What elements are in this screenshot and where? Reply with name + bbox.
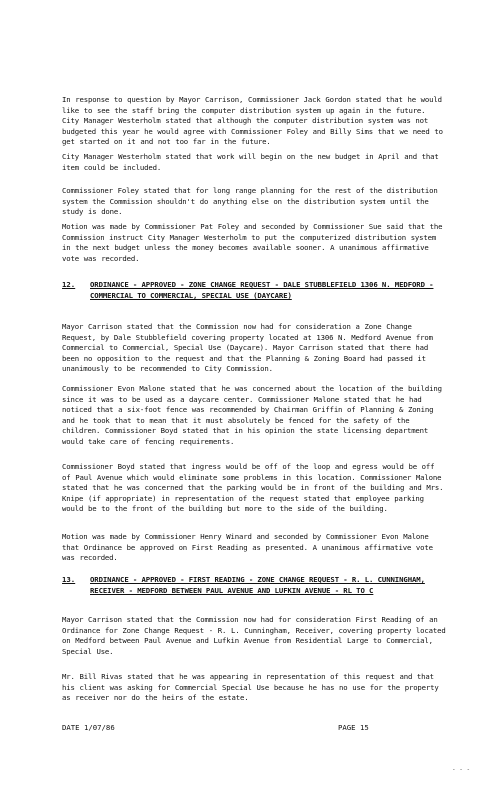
paragraph: Mayor Carrison stated that the Commission now had for consideration First Reading of an Ordinance for Zone Change Request - R. L. Cunningham, Receiver, covering property located on Medford between Paul Avenue and Lufkin Avenue from Residential Large to Commercial, Special Use. [62, 615, 446, 656]
section-number: 12. [62, 280, 76, 289]
paragraph: Commissioner Foley stated that for long range planning for the rest of the distribution system the Commission shouldn't do anything else on the distribution system until the study is done. [62, 186, 438, 217]
paragraph: In response to question by Mayor Carrison, Commissioner Jack Gordon stated that he would like to see the staff bring the computer distribution system up again in the future. City Manager Westerholm stated that although the computer distribution system was not budgeted this year he would agree with Commissioner Foley and Billy Sims that we need to get started on it and not too far in the future. [62, 95, 443, 147]
footer-page-number: PAGE 15 [338, 723, 369, 732]
paragraph: Commissioner Boyd stated that ingress would be off of the loop and egress would be off of Paul Avenue which would eliminate some problems in this location. Commissioner Malone stated that he was concerned that the parking would be in front of the building and Mrs. Knipe (if appropriate) in representation of the request stated that employee parking would be to the front of the building but more to the side of the building. [62, 462, 444, 514]
paragraph: City Manager Westerholm stated that work will begin on the new budget in April and that item could be included. [62, 152, 439, 172]
paragraph: Motion was made by Commissioner Henry Winard and seconded by Commissioner Evon Malone that Ordinance be approved on First Reading as presented. A unanimous affirmative vote was recorded. [62, 532, 433, 563]
footer-date: DATE 1/07/86 [62, 723, 115, 732]
paragraph: Mayor Carrison stated that the Commission now had for consideration a Zone Change Request, by Dale Stubblefield covering property located at 1306 N. Medford Avenue from Commercial to Commercial, Special Use (Daycare). Mayor Carrison stated that there had been no opposition to the request and that the Planning & Zoning Board had passed it unanimously to be recommended to City Commission. [62, 322, 433, 374]
section-title: ORDINANCE - APPROVED - ZONE CHANGE REQUEST - DALE STUBBLEFIELD 1306 N. MEDFORD - COMMERCIAL TO COMMERCIAL, SPECIAL USE (DAYCARE) [90, 280, 434, 300]
corner-mark: - - - [452, 766, 471, 773]
paragraph: Mr. Bill Rivas stated that he was appearing in representation of this request and that his client was asking for Commercial Special Use because he has no use for the property as receiver nor do the heirs of the estate. [62, 672, 439, 703]
section-title: ORDINANCE - APPROVED - FIRST READING - ZONE CHANGE REQUEST - R. L. CUNNINGHAM, RECEIVER - MEDFORD BETWEEN PAUL AVENUE AND LUFKIN AVENUE - RL TO C [90, 575, 425, 595]
paragraph: Commissioner Evon Malone stated that he was concerned about the location of the building since it was to be used as a daycare center. Commissioner Malone stated that he had noticed that a six-foot fence was recommended by Chairman Griffin of Planning & Zoning and he took that to mean that it must absolutely be fenced for the safety of the children. Commissioner Boyd stated that in his opinion the state licensing department would take care of fencing requirements. [62, 384, 442, 446]
paragraph: Motion was made by Commissioner Pat Foley and seconded by Commissioner Sue said that the Commission instruct City Manager Westerholm to put the computerized distribution system in the next budget unless the money becomes available sooner. A unanimous affirmative vote was recorded. [62, 222, 443, 263]
section-number: 13. [62, 575, 76, 584]
